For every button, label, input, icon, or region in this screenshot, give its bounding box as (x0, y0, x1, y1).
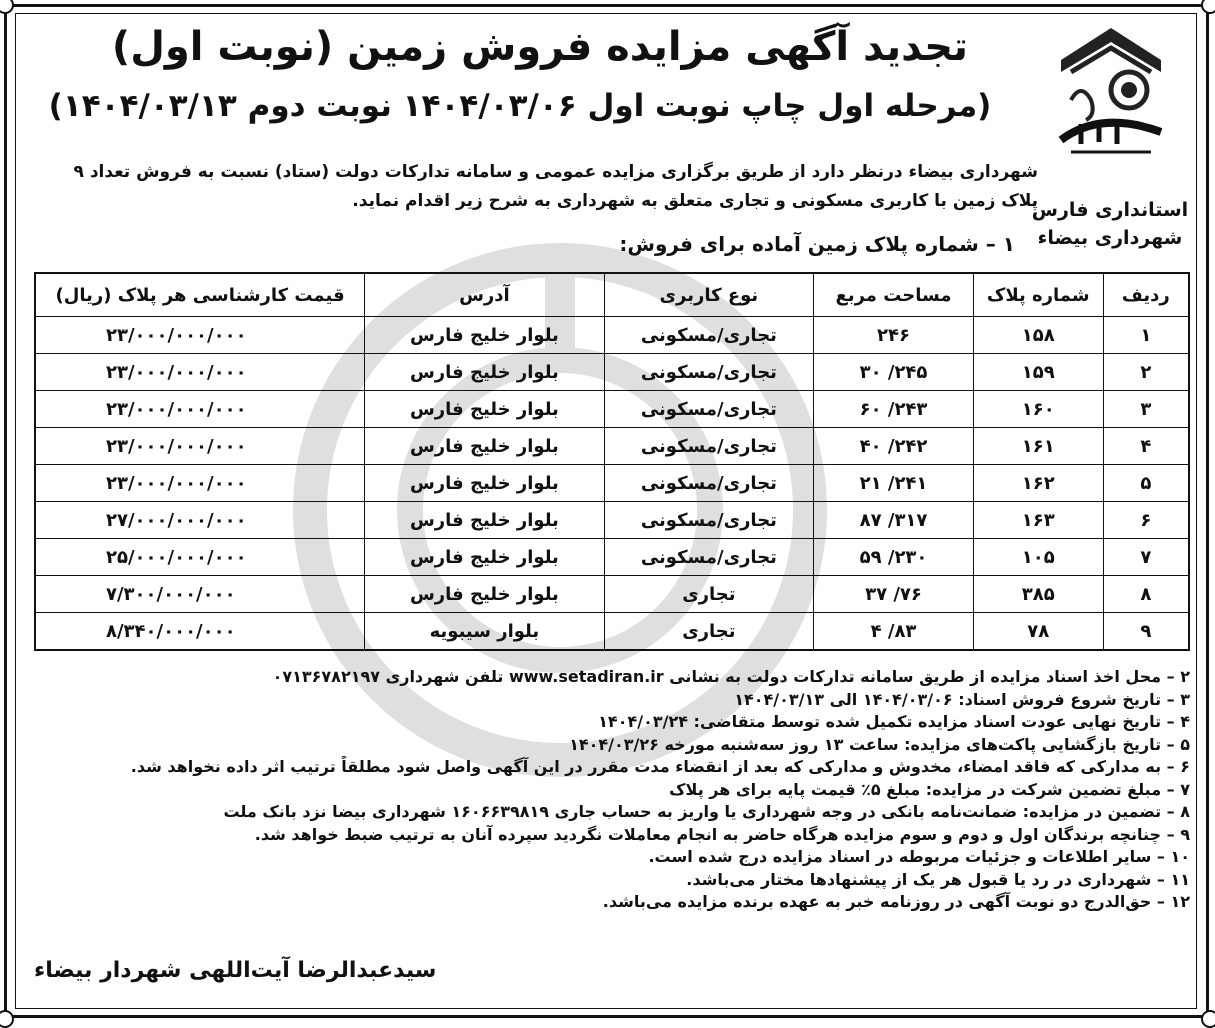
plate-number-cell: ۷۸ (973, 613, 1103, 651)
plate-number-cell: ۳۸۵ (973, 576, 1103, 613)
list-item: ۳ – تاریخ شروع فروش اسناد: ۱۴۰۴/۰۳/۰۶ الی ۱۴۰۴/۰۳/۱۳ (734, 689, 1190, 709)
area-cell: ۲۴۳/ ۶۰ (814, 391, 974, 428)
plate-number-cell: ۱۶۱ (973, 428, 1103, 465)
list-item: ۷ – مبلغ تضمین شرکت در مزایده: مبلغ ۵٪ قیمت پایه برای هر پلاک (669, 779, 1190, 799)
list-item: ۸ – تضمین در مزایده: ضمانت‌نامه بانکی در وجه شهرداری یا واریز به حساب جاری ۱۶۰۶۶۳۹۸۱۹ شهرداری بیضا نزد بانک ملت (223, 802, 1190, 821)
row-number-cell: ۷ (1103, 539, 1189, 576)
usage-cell: تجاری (604, 613, 814, 651)
usage-cell: تجاری/مسکونی (604, 465, 814, 502)
column-header: نوع کاربری (604, 273, 814, 317)
price-cell: ۲۷/۰۰۰/۰۰۰/۰۰۰ (35, 502, 365, 539)
municipality-logo-icon (1041, 20, 1181, 180)
usage-cell: تجاری (604, 576, 814, 613)
corner-ornament (1201, 1010, 1215, 1028)
plate-number-cell: ۱۶۲ (973, 465, 1103, 502)
page-title: تجدید آگهی مزایده فروش زمین (نوبت اول) (111, 24, 969, 70)
table-row (35, 317, 1189, 354)
usage-cell: تجاری/مسکونی (604, 428, 814, 465)
column-header: ردیف (1103, 273, 1189, 317)
list-item: ۲ – محل اخذ اسناد مزایده از طریق سامانه تدارکات دولت به نشانی www.setadiran.ir تلفن شهرداری ۰۷۱۳۶۷۸۲۱۹۷ (272, 667, 1190, 686)
address-cell: بلوار خلیج فارس (365, 539, 604, 576)
table-row (35, 391, 1189, 428)
row-number-cell: ۳ (1103, 391, 1189, 428)
table-row (35, 502, 1189, 539)
price-cell: ۲۳/۰۰۰/۰۰۰/۰۰۰ (35, 317, 365, 354)
land-parcels-table (34, 272, 1190, 651)
row-number-cell: ۴ (1103, 428, 1189, 465)
row-number-cell: ۹ (1103, 613, 1189, 651)
price-cell: ۲۳/۰۰۰/۰۰۰/۰۰۰ (35, 354, 365, 391)
area-cell: ۳۱۷/ ۸۷ (814, 502, 974, 539)
area-cell: ۲۳۰/ ۵۹ (814, 539, 974, 576)
list-item: ۱۰ – سایر اطلاعات و جزئیات مربوطه در اسناد مزایده درج شده است. (648, 847, 1190, 866)
intro-paragraph: شهرداری بیضاء درنظر دارد از طریق برگزاری مزایده عمومی و سامانه تدارکات دولت (ستاد) نسبت به فروش تعداد ۹ پلاک زمین با کاربری مسکونی و تجاری متعلق به شهرداری به شرح زیر اقدام نماید. (73, 162, 1038, 211)
area-cell: ۲۴۱/ ۲۱ (814, 465, 974, 502)
list-item: ۴ – تاریخ نهایی عودت اسناد مزایده تکمیل شده توسط متقاضی: ۱۴۰۴/۰۳/۲۴ (598, 712, 1190, 731)
row-number-cell: ۵ (1103, 465, 1189, 502)
org-line-municipality: شهرداری بیضاء (1037, 227, 1183, 249)
address-cell: بلوار خلیج فارس (365, 576, 604, 613)
plate-number-cell: ۱۶۰ (973, 391, 1103, 428)
list-item: ۹ – چنانچه برندگان اول و دوم و سوم مزایده هرگاه حاضر به انجام معاملات نگردید سپرده آنان به ترتیب ضبط خواهد شد. (254, 824, 1190, 844)
area-cell: ۲۴۶ (814, 317, 974, 354)
area-cell: ۲۴۵/ ۳۰ (814, 354, 974, 391)
table-row (35, 428, 1189, 465)
table-row (35, 539, 1189, 576)
plate-number-cell: ۱۵۸ (973, 317, 1103, 354)
price-cell: ۲۵/۰۰۰/۰۰۰/۰۰۰ (35, 539, 365, 576)
corner-ornament (0, 1010, 14, 1028)
area-cell: ۸۳/ ۴ (814, 613, 974, 651)
area-cell: ۲۴۲/ ۴۰ (814, 428, 974, 465)
signature: سیدعبدالرضا آیت‌اللهی شهردار بیضاء (34, 958, 437, 983)
table-row (35, 576, 1189, 613)
org-line-province: استانداری فارس (1031, 199, 1189, 221)
price-cell: ۷/۳۰۰/۰۰۰/۰۰۰ (35, 576, 365, 613)
address-cell: بلوار خلیج فارس (365, 391, 604, 428)
row-number-cell: ۲ (1103, 354, 1189, 391)
area-cell: ۷۶/ ۳۷ (814, 576, 974, 613)
column-header: شماره پلاک (973, 273, 1103, 317)
column-header: آدرس (365, 273, 604, 317)
list-item: ۵ – تاریخ بازگشایی پاکت‌های مزایده: ساعت ۱۳ روز سه‌شنبه مورخه ۱۴۰۴/۰۳/۲۶ (569, 734, 1190, 754)
plate-number-cell: ۱۰۵ (973, 539, 1103, 576)
usage-cell: تجاری/مسکونی (604, 502, 814, 539)
price-cell: ۲۳/۰۰۰/۰۰۰/۰۰۰ (35, 465, 365, 502)
usage-cell: تجاری/مسکونی (604, 317, 814, 354)
table-row (35, 465, 1189, 502)
address-cell: بلوار سیبویه (365, 613, 604, 651)
price-cell: ۸/۳۴۰/۰۰۰/۰۰۰ (35, 613, 365, 651)
price-cell: ۲۳/۰۰۰/۰۰۰/۰۰۰ (35, 391, 365, 428)
column-header: مساحت مربع (814, 273, 974, 317)
page-subtitle: (مرحله اول چاپ نوبت اول ۱۴۰۴/۰۳/۰۶ نوبت دوم ۱۴۰۴/۰۳/۱۳) (48, 88, 992, 124)
plate-number-cell: ۱۶۳ (973, 502, 1103, 539)
table-row (35, 354, 1189, 391)
conditions-list (34, 666, 1190, 914)
price-cell: ۲۳/۰۰۰/۰۰۰/۰۰۰ (35, 428, 365, 465)
list-item: ۱۱ – شهرداری در رد یا قبول هر یک از پیشنهادها مختار می‌باشد. (686, 869, 1190, 889)
row-number-cell: ۶ (1103, 502, 1189, 539)
section-title: ۱ – شماره پلاک زمین آماده برای فروش: (619, 232, 1015, 256)
address-cell: بلوار خلیج فارس (365, 465, 604, 502)
address-cell: بلوار خلیج فارس (365, 428, 604, 465)
address-cell: بلوار خلیج فارس (365, 502, 604, 539)
row-number-cell: ۸ (1103, 576, 1189, 613)
row-number-cell: ۱ (1103, 317, 1189, 354)
list-item: ۶ – به مدارکی که فاقد امضاء، مخدوش و مدارکی که بعد از انقضاء مدت مقرر در این آگهی واصل شود مطلقاً ترتیب اثر داده نخواهد شد. (130, 757, 1190, 776)
address-cell: بلوار خلیج فارس (365, 317, 604, 354)
usage-cell: تجاری/مسکونی (604, 391, 814, 428)
organization-name (1025, 196, 1195, 252)
table-row (35, 613, 1189, 651)
usage-cell: تجاری/مسکونی (604, 354, 814, 391)
column-header: قیمت کارشناسی هر پلاک (ریال) (35, 273, 365, 317)
address-cell: بلوار خلیج فارس (365, 354, 604, 391)
usage-cell: تجاری/مسکونی (604, 539, 814, 576)
list-item: ۱۲ – حق‌الدرج دو نوبت آگهی در روزنامه خبر به عهده برنده مزایده می‌باشد. (602, 892, 1190, 911)
table-header-row (35, 273, 1189, 317)
plate-number-cell: ۱۵۹ (973, 354, 1103, 391)
